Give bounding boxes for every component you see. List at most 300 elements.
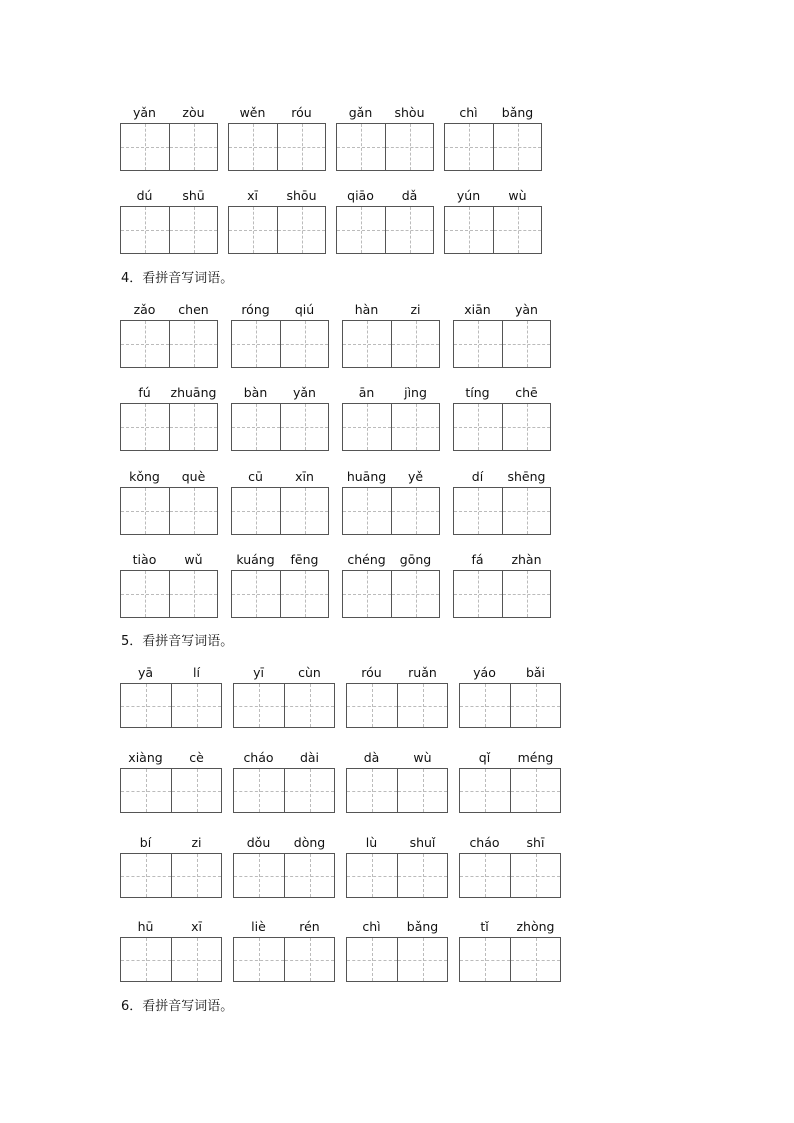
- word-item: [120, 105, 218, 171]
- pinyin-syllable: yī: [253, 665, 264, 680]
- tian-zi-cell[interactable]: [460, 684, 510, 727]
- word-item: [233, 665, 335, 728]
- tian-zi-cell[interactable]: [502, 571, 550, 617]
- tian-zi-cell[interactable]: [234, 684, 284, 727]
- writing-grid: [444, 123, 542, 171]
- tian-zi-cell[interactable]: [171, 854, 221, 897]
- question-4-heading: 4．看拼音写词语。: [121, 271, 234, 286]
- pinyin-syllable: fēng: [290, 552, 319, 567]
- pinyin-syllable: tíng: [465, 385, 490, 400]
- writing-grid: [120, 570, 218, 618]
- tian-zi-cell[interactable]: [385, 207, 433, 253]
- tian-zi-cell[interactable]: [169, 207, 217, 253]
- pinyin-syllable: dòng: [293, 835, 326, 850]
- tian-zi-cell[interactable]: [343, 321, 391, 367]
- pinyin-syllable: chen: [178, 302, 209, 317]
- pinyin-label: [233, 835, 335, 853]
- cell-guide-horizontal: [398, 791, 447, 792]
- writing-grid: [231, 487, 329, 535]
- word-item: [336, 105, 434, 171]
- pinyin-syllable: lù: [365, 835, 378, 850]
- tian-zi-cell[interactable]: [493, 207, 541, 253]
- pinyin-syllable: dǎ: [401, 188, 418, 203]
- tian-zi-cell[interactable]: [454, 488, 502, 534]
- tian-zi-cell[interactable]: [171, 769, 221, 812]
- pinyin-syllable: xiān: [464, 302, 491, 317]
- pinyin-syllable: yā: [137, 665, 154, 680]
- word-item: [233, 750, 335, 813]
- pinyin-syllable: shēng: [507, 469, 546, 484]
- tian-zi-cell[interactable]: [280, 321, 328, 367]
- pinyin-label: [228, 188, 326, 206]
- writing-grid: [233, 683, 335, 728]
- pinyin-syllable: dài: [299, 750, 320, 765]
- pinyin-syllable: wěn: [239, 105, 266, 120]
- word-item: [459, 750, 561, 813]
- cell-guide-horizontal: [511, 791, 560, 792]
- pinyin-syllable: méng: [517, 750, 554, 765]
- pinyin-label: [453, 385, 551, 403]
- word-item: [346, 750, 448, 813]
- pinyin-syllable: zhuāng: [170, 385, 217, 400]
- pinyin-label: [231, 302, 329, 320]
- tian-zi-cell[interactable]: [169, 321, 217, 367]
- pinyin-syllable: kǒng: [129, 469, 160, 484]
- tian-zi-cell[interactable]: [510, 854, 560, 897]
- writing-grid: [342, 487, 440, 535]
- word-item: [120, 385, 218, 451]
- tian-zi-cell[interactable]: [397, 854, 447, 897]
- writing-grid: [459, 937, 561, 982]
- tian-zi-cell[interactable]: [502, 321, 550, 367]
- cell-guide-horizontal: [460, 960, 510, 961]
- pinyin-syllable: huāng: [346, 469, 387, 484]
- pinyin-label: [120, 105, 218, 123]
- tian-zi-cell[interactable]: [343, 404, 391, 450]
- word-item: [342, 469, 440, 535]
- cell-guide-horizontal: [398, 876, 447, 877]
- tian-zi-cell[interactable]: [337, 207, 385, 253]
- cell-guide-horizontal: [347, 706, 397, 707]
- cell-guide-horizontal: [232, 594, 280, 595]
- word-item: [231, 302, 329, 368]
- cell-guide-horizontal: [511, 876, 560, 877]
- pinyin-label: [233, 665, 335, 683]
- pinyin-label: [453, 302, 551, 320]
- pinyin-syllable: jìng: [404, 385, 427, 400]
- tian-zi-cell[interactable]: [347, 854, 397, 897]
- tian-zi-cell[interactable]: [169, 488, 217, 534]
- cell-guide-horizontal: [503, 427, 550, 428]
- cell-guide-horizontal: [234, 791, 284, 792]
- pinyin-syllable: fú: [138, 385, 151, 400]
- cell-guide-horizontal: [503, 594, 550, 595]
- pinyin-label: [444, 188, 542, 206]
- writing-grid: [336, 123, 434, 171]
- word-item: [231, 552, 329, 618]
- tian-zi-cell[interactable]: [121, 404, 169, 450]
- cell-guide-horizontal: [121, 344, 169, 345]
- tian-zi-cell[interactable]: [121, 124, 169, 170]
- tian-zi-cell[interactable]: [280, 488, 328, 534]
- word-item: [120, 552, 218, 618]
- cell-guide-horizontal: [511, 960, 560, 961]
- tian-zi-cell[interactable]: [121, 769, 171, 812]
- cell-guide-horizontal: [398, 960, 447, 961]
- pinyin-syllable: hū: [137, 919, 154, 934]
- pinyin-syllable: qiú: [294, 302, 315, 317]
- writing-grid: [231, 320, 329, 368]
- writing-grid: [120, 853, 222, 898]
- tian-zi-cell[interactable]: [277, 124, 325, 170]
- writing-grid: [459, 768, 561, 813]
- pinyin-label: [342, 385, 440, 403]
- word-item: [233, 835, 335, 898]
- cell-guide-horizontal: [229, 230, 277, 231]
- cell-guide-horizontal: [386, 230, 433, 231]
- pinyin-syllable: bǎi: [525, 665, 546, 680]
- cell-guide-horizontal: [460, 706, 510, 707]
- tian-zi-cell[interactable]: [284, 684, 334, 727]
- tian-zi-cell[interactable]: [397, 938, 447, 981]
- tian-zi-cell[interactable]: [391, 404, 439, 450]
- pinyin-label: [120, 552, 218, 570]
- word-item: [453, 385, 551, 451]
- cell-guide-horizontal: [494, 230, 541, 231]
- tian-zi-cell[interactable]: [397, 769, 447, 812]
- pinyin-syllable: bǎng: [501, 105, 534, 120]
- writing-grid: [444, 206, 542, 254]
- pinyin-label: [459, 665, 561, 683]
- pinyin-syllable: shuǐ: [409, 835, 436, 850]
- pinyin-syllable: chē: [515, 385, 538, 400]
- pinyin-syllable: yún: [456, 188, 481, 203]
- tian-zi-cell[interactable]: [229, 207, 277, 253]
- cell-guide-horizontal: [285, 791, 334, 792]
- pinyin-syllable: bǎng: [406, 919, 439, 934]
- tian-zi-cell[interactable]: [502, 488, 550, 534]
- tian-zi-cell[interactable]: [232, 404, 280, 450]
- pinyin-label: [336, 105, 434, 123]
- word-item: [228, 105, 326, 171]
- pinyin-label: [120, 835, 222, 853]
- tian-zi-cell[interactable]: [121, 321, 169, 367]
- cell-guide-horizontal: [445, 230, 493, 231]
- pinyin-syllable: xī: [191, 919, 202, 934]
- cell-guide-horizontal: [511, 706, 560, 707]
- cell-guide-horizontal: [503, 344, 550, 345]
- cell-guide-horizontal: [503, 511, 550, 512]
- tian-zi-cell[interactable]: [347, 938, 397, 981]
- pinyin-syllable: cháo: [469, 835, 500, 850]
- word-item: [342, 302, 440, 368]
- writing-grid: [342, 320, 440, 368]
- tian-zi-cell[interactable]: [234, 938, 284, 981]
- pinyin-syllable: kuáng: [236, 552, 275, 567]
- cell-guide-horizontal: [281, 594, 328, 595]
- pinyin-label: [346, 919, 448, 937]
- cell-guide-horizontal: [343, 594, 391, 595]
- pinyin-syllable: yǎn: [133, 105, 156, 120]
- tian-zi-cell[interactable]: [234, 854, 284, 897]
- tian-zi-cell[interactable]: [169, 404, 217, 450]
- pinyin-syllable: dà: [363, 750, 380, 765]
- pinyin-syllable: qiāo: [347, 188, 374, 203]
- cell-guide-horizontal: [170, 230, 217, 231]
- tian-zi-cell[interactable]: [121, 571, 169, 617]
- word-row: [0, 188, 794, 254]
- word-item: [120, 188, 218, 254]
- writing-grid: [231, 403, 329, 451]
- pinyin-syllable: dǒu: [246, 835, 271, 850]
- pinyin-label: [342, 302, 440, 320]
- pinyin-label: [346, 835, 448, 853]
- cell-guide-horizontal: [234, 876, 284, 877]
- tian-zi-cell[interactable]: [232, 571, 280, 617]
- writing-grid: [459, 683, 561, 728]
- tian-zi-cell[interactable]: [121, 854, 171, 897]
- word-item: [120, 835, 222, 898]
- cell-guide-horizontal: [445, 147, 493, 148]
- cell-guide-horizontal: [278, 230, 325, 231]
- pinyin-syllable: liè: [251, 919, 266, 934]
- writing-grid: [342, 403, 440, 451]
- pinyin-syllable: bí: [139, 835, 152, 850]
- pinyin-syllable: róu: [291, 105, 312, 120]
- cell-guide-horizontal: [285, 876, 334, 877]
- word-item: [459, 835, 561, 898]
- pinyin-label: [453, 469, 551, 487]
- cell-guide-horizontal: [121, 791, 171, 792]
- word-item: [444, 105, 542, 171]
- tian-zi-cell[interactable]: [121, 488, 169, 534]
- tian-zi-cell[interactable]: [385, 124, 433, 170]
- tian-zi-cell[interactable]: [510, 769, 560, 812]
- cell-guide-horizontal: [121, 230, 169, 231]
- pinyin-label: [120, 919, 222, 937]
- tian-zi-cell[interactable]: [284, 854, 334, 897]
- tian-zi-cell[interactable]: [232, 321, 280, 367]
- question-6-heading: 6．看拼音写词语。: [121, 999, 234, 1014]
- cell-guide-horizontal: [347, 876, 397, 877]
- cell-guide-horizontal: [460, 791, 510, 792]
- cell-guide-horizontal: [392, 344, 439, 345]
- cell-guide-horizontal: [454, 511, 502, 512]
- tian-zi-cell[interactable]: [171, 938, 221, 981]
- tian-zi-cell[interactable]: [454, 321, 502, 367]
- word-item: [120, 302, 218, 368]
- pinyin-syllable: tiào: [132, 552, 157, 567]
- pinyin-syllable: ruǎn: [408, 665, 437, 680]
- tian-zi-cell[interactable]: [121, 938, 171, 981]
- cell-guide-horizontal: [278, 147, 325, 148]
- word-row: [0, 835, 794, 898]
- tian-zi-cell[interactable]: [510, 684, 560, 727]
- word-item: [231, 385, 329, 451]
- word-row: [0, 552, 794, 618]
- pinyin-syllable: yàn: [515, 302, 538, 317]
- cell-guide-horizontal: [392, 511, 439, 512]
- pinyin-label: [346, 665, 448, 683]
- tian-zi-cell[interactable]: [347, 684, 397, 727]
- word-item: [120, 469, 218, 535]
- tian-zi-cell[interactable]: [454, 571, 502, 617]
- word-item: [342, 385, 440, 451]
- pinyin-syllable: zhàn: [511, 552, 542, 567]
- cell-guide-horizontal: [121, 147, 169, 148]
- tian-zi-cell[interactable]: [171, 684, 221, 727]
- writing-grid: [346, 768, 448, 813]
- tian-zi-cell[interactable]: [234, 769, 284, 812]
- pinyin-syllable: yě: [407, 469, 424, 484]
- word-item: [342, 552, 440, 618]
- word-row: [0, 665, 794, 728]
- cell-guide-horizontal: [281, 511, 328, 512]
- cell-guide-horizontal: [170, 594, 217, 595]
- pinyin-label: [120, 302, 218, 320]
- pinyin-syllable: gōng: [399, 552, 432, 567]
- pinyin-syllable: bàn: [243, 385, 268, 400]
- pinyin-label: [233, 919, 335, 937]
- pinyin-syllable: xiàng: [128, 750, 163, 765]
- cell-guide-horizontal: [172, 706, 221, 707]
- pinyin-syllable: shī: [526, 835, 545, 850]
- cell-guide-horizontal: [281, 344, 328, 345]
- tian-zi-cell[interactable]: [121, 207, 169, 253]
- writing-grid: [120, 768, 222, 813]
- word-item: [453, 302, 551, 368]
- pinyin-label: [231, 469, 329, 487]
- writing-grid: [228, 123, 326, 171]
- word-item: [459, 665, 561, 728]
- cell-guide-horizontal: [347, 791, 397, 792]
- tian-zi-cell[interactable]: [232, 488, 280, 534]
- word-row: [0, 750, 794, 813]
- tian-zi-cell[interactable]: [347, 769, 397, 812]
- tian-zi-cell[interactable]: [493, 124, 541, 170]
- tian-zi-cell[interactable]: [343, 571, 391, 617]
- tian-zi-cell[interactable]: [391, 321, 439, 367]
- writing-grid: [453, 487, 551, 535]
- writing-grid: [120, 403, 218, 451]
- word-row: [0, 105, 794, 171]
- pinyin-label: [231, 385, 329, 403]
- tian-zi-cell[interactable]: [391, 571, 439, 617]
- pinyin-syllable: wù: [413, 750, 432, 765]
- cell-guide-horizontal: [347, 960, 397, 961]
- tian-zi-cell[interactable]: [169, 571, 217, 617]
- writing-grid: [233, 937, 335, 982]
- word-row: [0, 302, 794, 368]
- cell-guide-horizontal: [170, 511, 217, 512]
- tian-zi-cell[interactable]: [337, 124, 385, 170]
- cell-guide-horizontal: [170, 147, 217, 148]
- tian-zi-cell[interactable]: [229, 124, 277, 170]
- cell-guide-horizontal: [460, 876, 510, 877]
- word-item: [453, 552, 551, 618]
- tian-zi-cell[interactable]: [277, 207, 325, 253]
- pinyin-label: [453, 552, 551, 570]
- cell-guide-horizontal: [121, 427, 169, 428]
- cell-guide-horizontal: [232, 511, 280, 512]
- cell-guide-horizontal: [170, 344, 217, 345]
- tian-zi-cell[interactable]: [445, 207, 493, 253]
- writing-grid: [233, 768, 335, 813]
- writing-grid: [346, 937, 448, 982]
- tian-zi-cell[interactable]: [445, 124, 493, 170]
- tian-zi-cell[interactable]: [343, 488, 391, 534]
- pinyin-syllable: wù: [508, 188, 527, 203]
- cell-guide-horizontal: [121, 876, 171, 877]
- tian-zi-cell[interactable]: [502, 404, 550, 450]
- word-item: [231, 469, 329, 535]
- pinyin-label: [228, 105, 326, 123]
- cell-guide-horizontal: [454, 594, 502, 595]
- word-item: [336, 188, 434, 254]
- tian-zi-cell[interactable]: [169, 124, 217, 170]
- cell-guide-horizontal: [172, 960, 221, 961]
- cell-guide-horizontal: [494, 147, 541, 148]
- cell-guide-horizontal: [234, 960, 284, 961]
- writing-grid: [453, 403, 551, 451]
- tian-zi-cell[interactable]: [391, 488, 439, 534]
- tian-zi-cell[interactable]: [280, 571, 328, 617]
- pinyin-syllable: zi: [410, 302, 421, 317]
- word-item: [120, 665, 222, 728]
- tian-zi-cell[interactable]: [397, 684, 447, 727]
- cell-guide-horizontal: [337, 147, 385, 148]
- cell-guide-horizontal: [229, 147, 277, 148]
- tian-zi-cell[interactable]: [460, 938, 510, 981]
- cell-guide-horizontal: [232, 344, 280, 345]
- pinyin-syllable: chì: [362, 919, 381, 934]
- pinyin-syllable: què: [181, 469, 206, 484]
- question-5-heading: 5．看拼音写词语。: [121, 634, 234, 649]
- writing-grid: [120, 206, 218, 254]
- tian-zi-cell[interactable]: [460, 769, 510, 812]
- pinyin-syllable: cháo: [243, 750, 274, 765]
- tian-zi-cell[interactable]: [454, 404, 502, 450]
- pinyin-syllable: cùn: [298, 665, 321, 680]
- pinyin-syllable: cū: [248, 469, 263, 484]
- cell-guide-horizontal: [343, 344, 391, 345]
- cell-guide-horizontal: [392, 427, 439, 428]
- cell-guide-horizontal: [281, 427, 328, 428]
- pinyin-syllable: xī: [247, 188, 258, 203]
- tian-zi-cell[interactable]: [284, 938, 334, 981]
- writing-grid: [120, 123, 218, 171]
- writing-grid: [342, 570, 440, 618]
- cell-guide-horizontal: [398, 706, 447, 707]
- tian-zi-cell[interactable]: [280, 404, 328, 450]
- cell-guide-horizontal: [285, 706, 334, 707]
- pinyin-label: [231, 552, 329, 570]
- tian-zi-cell[interactable]: [284, 769, 334, 812]
- writing-grid: [346, 853, 448, 898]
- cell-guide-horizontal: [285, 960, 334, 961]
- pinyin-syllable: dú: [136, 188, 153, 203]
- word-item: [346, 835, 448, 898]
- pinyin-syllable: shū: [182, 188, 205, 203]
- pinyin-syllable: ān: [358, 385, 375, 400]
- pinyin-label: [346, 750, 448, 768]
- tian-zi-cell[interactable]: [510, 938, 560, 981]
- tian-zi-cell[interactable]: [121, 684, 171, 727]
- pinyin-syllable: rén: [299, 919, 320, 934]
- tian-zi-cell[interactable]: [460, 854, 510, 897]
- pinyin-syllable: hàn: [354, 302, 379, 317]
- word-item: [228, 188, 326, 254]
